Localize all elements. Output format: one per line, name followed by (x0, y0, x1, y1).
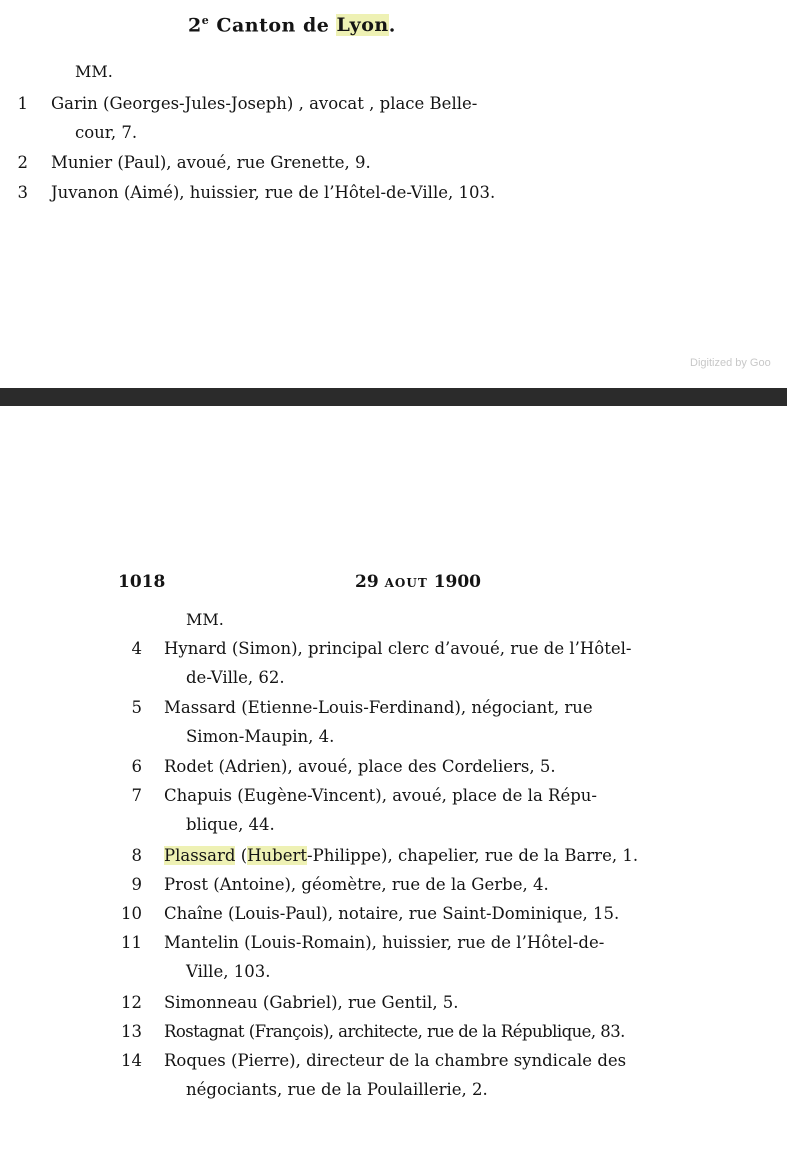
canton-title: 2e Canton de Lyon. (188, 14, 396, 37)
entry-number: 6 (131, 757, 142, 776)
entry-number: 1 (17, 94, 28, 113)
entry-text-continued: Ville, 103. (186, 962, 271, 981)
highlighted-term-lyon: Lyon (336, 14, 389, 37)
entry-number: 5 (131, 698, 142, 717)
bottom-page (0, 406, 787, 1153)
entry-number: 11 (121, 933, 142, 952)
entry-text: Chapuis (Eugène-Vincent), avoué, place de la Répu- (164, 786, 597, 805)
entry-text: Munier (Paul), avoué, rue Grenette, 9. (51, 153, 371, 172)
entry-number: 3 (17, 183, 28, 202)
entry-text: Rodet (Adrien), avoué, place des Cordeliers, 5. (164, 757, 556, 776)
entry-text: Prost (Antoine), géomètre, rue de la Gerbe, 4. (164, 875, 549, 894)
highlighted-term-hubert: Hubert (247, 846, 308, 865)
mm-label: MM. (186, 610, 224, 629)
entry-text-continued: cour, 7. (75, 123, 138, 142)
entry-text: Plassard (Hubert-Philippe), chapelier, rue de la Barre, 1. (164, 846, 639, 865)
highlighted-term-plassard: Plassard (164, 846, 236, 865)
entry-number: 2 (17, 153, 28, 172)
entry-text: Rostagnat (François), architecte, rue de la République, 83. (164, 1022, 625, 1041)
entry-number: 14 (121, 1051, 142, 1070)
entry-text: Hynard (Simon), principal clerc d’avoué, rue de l’Hôtel- (164, 639, 632, 658)
entry-text: Garin (Georges-Jules-Joseph) , avocat , place Belle- (51, 94, 478, 113)
entry-number: 9 (131, 875, 142, 894)
entry-number: 4 (131, 639, 142, 658)
page-date: 29 AOUT 1900 (355, 572, 482, 592)
page-divider (0, 388, 787, 406)
entry-text: Chaîne (Louis-Paul), notaire, rue Saint-Dominique, 15. (164, 904, 620, 923)
digitized-watermark: Digitized by Goo (690, 357, 771, 369)
page-number: 1018 (118, 572, 166, 592)
top-page (0, 0, 787, 388)
mm-label: MM. (75, 62, 113, 81)
entry-number: 12 (121, 993, 142, 1012)
entry-text-continued: blique, 44. (186, 815, 275, 834)
entry-text-continued: négociants, rue de la Poulaillerie, 2. (186, 1080, 488, 1099)
entry-number: 7 (131, 786, 142, 805)
entry-text-continued: de-Ville, 62. (186, 668, 285, 687)
entry-text: Simonneau (Gabriel), rue Gentil, 5. (164, 993, 459, 1012)
entry-text: Mantelin (Louis-Romain), huissier, rue de l’Hôtel-de- (164, 933, 605, 952)
entry-text: Roques (Pierre), directeur de la chambre syndicale des (164, 1051, 627, 1070)
entry-number: 10 (121, 904, 142, 923)
entry-text-continued: Simon-Maupin, 4. (186, 727, 335, 746)
entry-number: 13 (121, 1022, 142, 1041)
entry-number: 8 (131, 846, 142, 865)
entry-text: Juvanon (Aimé), huissier, rue de l’Hôtel-de-Ville, 103. (51, 183, 496, 202)
entry-text: Massard (Etienne-Louis-Ferdinand), négociant, rue (164, 698, 593, 717)
